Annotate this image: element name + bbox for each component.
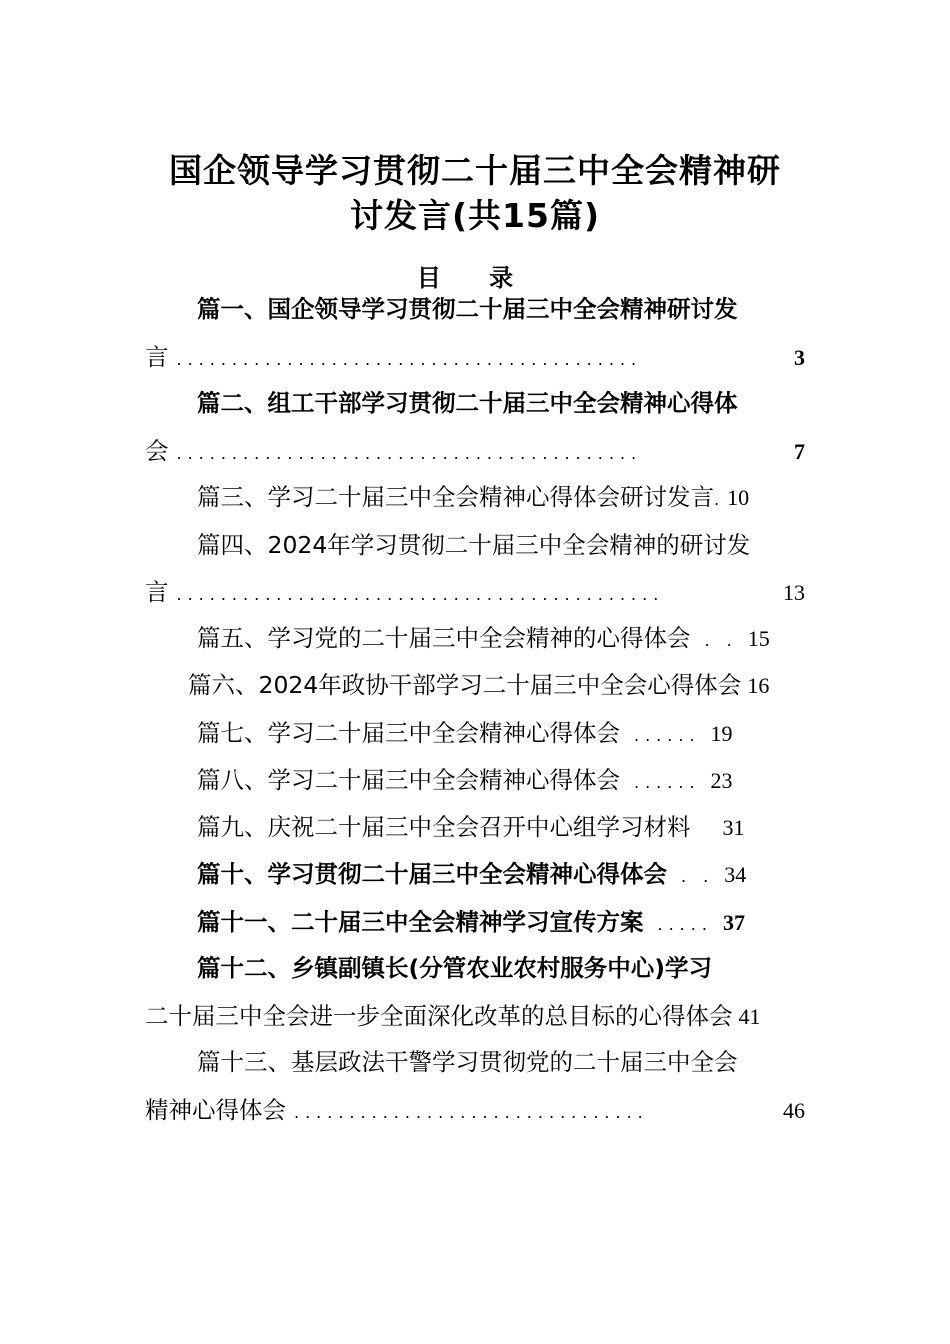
- toc-leader-dots: ......: [634, 726, 701, 745]
- toc-entry-8[interactable]: [197, 765, 733, 798]
- toc-entry-12-text: 二十届三中全会进一步全面深化改革的总目标的心得体会: [145, 1002, 733, 1030]
- toc-leader-dots: .....: [657, 915, 713, 934]
- toc-leader-dots: . .: [681, 867, 715, 886]
- toc-leader-dots: ............................................: [176, 585, 665, 604]
- toc-entry-13-page: 46: [783, 1098, 805, 1123]
- toc-entry-7-page: 19: [710, 721, 733, 746]
- toc-entry-5-text: 篇五、学习党的二十届三中全会精神的心得体会: [197, 624, 691, 652]
- toc-entry-11-text: 篇十一、二十届三中全会精神学习宣传方案: [197, 908, 644, 936]
- toc-leader-dots: ......: [634, 773, 701, 792]
- toc-entry-1-line-2[interactable]: [145, 342, 805, 375]
- toc-entry-10-page: 34: [724, 862, 747, 887]
- toc-entry-6[interactable]: [188, 670, 769, 701]
- toc-leader-dots: .: [714, 490, 726, 509]
- toc-entry-6-page: 16: [747, 673, 770, 698]
- toc-entry-8-text: 篇八、学习二十届三中全会精神心得体会: [197, 766, 620, 794]
- toc-entry-9-page: 31: [722, 815, 745, 840]
- toc-entry-1-page: 3: [794, 345, 805, 370]
- toc-entry-9[interactable]: [197, 812, 745, 843]
- toc-entry-7[interactable]: [197, 718, 733, 751]
- toc-entry-2-line-1[interactable]: 篇二、组工干部学习贯彻二十届三中全会精神心得体: [197, 389, 738, 417]
- toc-entry-2-page: 7: [794, 439, 805, 464]
- toc-entry-4-line-2[interactable]: [145, 577, 805, 610]
- toc-entry-11[interactable]: [197, 907, 745, 940]
- toc-leader-dots: ................................: [294, 1103, 649, 1122]
- toc-entry-13-text: 精神心得体会: [145, 1096, 286, 1124]
- toc-entry-4-text: 言: [145, 578, 169, 606]
- toc-entry-4-page: 13: [783, 580, 805, 605]
- toc-entry-11-page: 37: [722, 910, 745, 935]
- toc-entry-2-line-2[interactable]: [145, 436, 805, 469]
- toc-entry-7-text: 篇七、学习二十届三中全会精神心得体会: [197, 719, 620, 747]
- toc-entry-3[interactable]: [197, 482, 749, 515]
- toc-entry-5[interactable]: [197, 623, 770, 656]
- toc-entry-6-text: 篇六、2024年政协干部学习二十届三中全会心得体会: [188, 671, 742, 699]
- document-title-line-1: 国企领导学习贯彻二十届三中全会精神研: [169, 151, 781, 190]
- toc-entry-1-line-1[interactable]: 篇一、国企领导学习贯彻二十届三中全会精神研讨发: [197, 295, 738, 323]
- toc-leader-dots: ..........................................: [176, 350, 643, 369]
- toc-entry-10[interactable]: [197, 859, 746, 892]
- toc-heading: 目 录: [416, 264, 534, 292]
- toc-entry-4-line-1[interactable]: 篇四、2024年学习贯彻二十届三中全会精神的研讨发: [197, 531, 751, 559]
- toc-entry-9-text: 篇九、庆祝二十届三中全会召开中心组学习材料: [197, 813, 691, 841]
- toc-entry-5-page: 15: [747, 626, 770, 651]
- toc-entry-1-text: 言: [145, 343, 169, 371]
- toc-entry-10-text: 篇十、学习贯彻二十届三中全会精神心得体会: [197, 860, 667, 888]
- toc-entry-12-page: 41: [738, 1004, 761, 1029]
- toc-entry-2-text: 会: [145, 437, 169, 465]
- toc-entry-3-page: 10: [727, 485, 750, 510]
- toc-entry-13-line-2[interactable]: [145, 1095, 805, 1128]
- toc-leader-dots: ..........................................: [176, 444, 643, 463]
- toc-entry-13-line-1[interactable]: 篇十三、基层政法干警学习贯彻党的二十届三中全会: [197, 1048, 738, 1076]
- toc-entry-8-page: 23: [710, 768, 733, 793]
- toc-entry-3-text: 篇三、学习二十届三中全会精神心得体会研讨发言: [197, 483, 714, 511]
- toc-entry-12-line-2[interactable]: [145, 1001, 761, 1032]
- toc-entry-12-line-1[interactable]: 篇十二、乡镇副镇长(分管农业农村服务中心)学习: [197, 954, 712, 982]
- toc-leader-dots: . .: [704, 631, 738, 650]
- document-title-line-2: 讨发言(共15篇): [349, 196, 601, 235]
